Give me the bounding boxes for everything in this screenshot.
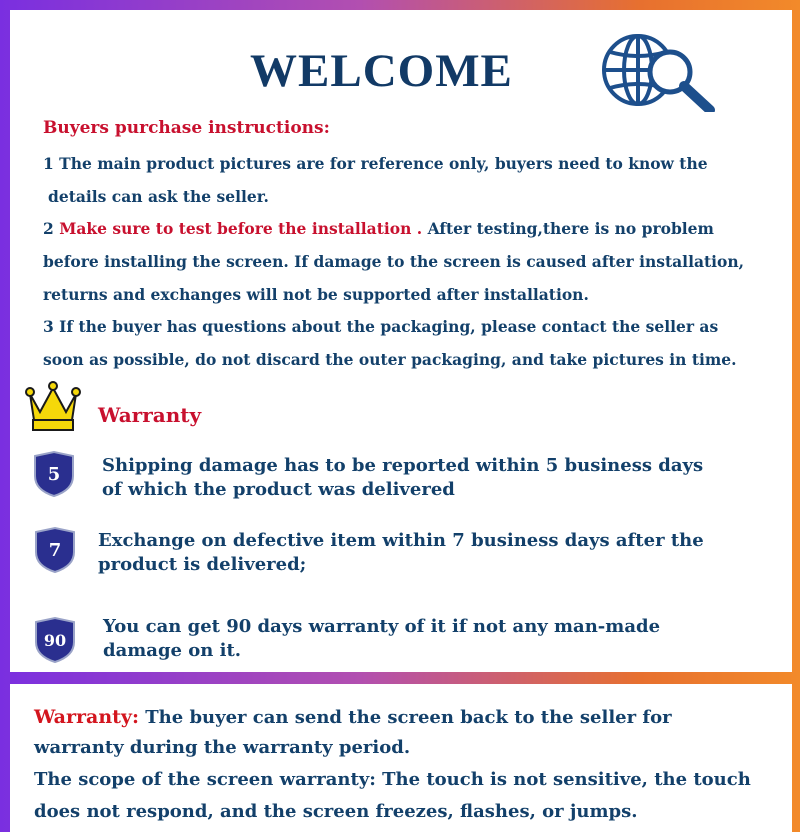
warranty-item-1	[102, 454, 703, 502]
warranty-details-line-1-rest: The buyer can send the screen back to the seller for	[138, 707, 672, 728]
instruction-1-line-1: 1 The main product pictures are for reference only, buyers need to know the	[43, 154, 708, 173]
instructions-heading: Buyers purchase instructions:	[43, 118, 330, 138]
badge-90-label: 90	[43, 631, 67, 650]
badge-7-label: 7	[48, 540, 62, 561]
warranty-item-2-line-1: Exchange on defective item within 7 business days after the	[98, 530, 704, 551]
page-title: WELCOME	[250, 45, 513, 97]
warranty-item-3	[103, 615, 660, 663]
warranty-item-3-line-1: You can get 90 days warranty of it if not any man-made	[103, 616, 661, 637]
globe-search-icon	[598, 30, 728, 112]
warranty-details-line-3: The scope of the screen warranty: The touch is not sensitive, the touch	[34, 769, 751, 790]
crown-icon	[24, 380, 82, 434]
badge-7-icon	[32, 526, 78, 574]
instructions-panel	[10, 10, 792, 672]
warranty-heading: Warranty	[98, 403, 202, 427]
instruction-2-rest: After testing,there is no problem	[427, 219, 714, 238]
badge-5-label: 5	[47, 464, 61, 485]
instruction-2-number: 2	[43, 219, 60, 238]
instruction-2-line-3: returns and exchanges will not be supported after installation.	[43, 285, 589, 304]
warranty-item-2	[98, 529, 704, 577]
warranty-details-line-1	[34, 706, 672, 728]
warranty-item-1-line-2: of which the product was delivered	[102, 479, 455, 500]
warranty-item-3-line-2: damage on it.	[103, 640, 242, 661]
warranty-details-panel	[10, 684, 792, 832]
instruction-2-highlight: Make sure to test before the installation .	[59, 219, 428, 238]
warranty-details-label: Warranty:	[34, 706, 139, 728]
instruction-2-line-1	[43, 219, 714, 238]
warranty-item-1-line-1: Shipping damage has to be reported within 5 business days	[102, 455, 704, 476]
warranty-details-line-2: warranty during the warranty period.	[34, 737, 411, 758]
instruction-3-line-1: 3 If the buyer has questions about the packaging, please contact the seller as	[43, 317, 719, 336]
instruction-1-line-2: details can ask the seller.	[48, 187, 269, 206]
badge-5-icon	[31, 450, 77, 498]
warranty-item-2-line-2: product is delivered;	[98, 554, 307, 575]
badge-90-icon	[32, 616, 78, 664]
instruction-3-line-2: soon as possible, do not discard the outer packaging, and take pictures in time.	[43, 350, 737, 369]
warranty-details-line-4: does not respond, and the screen freezes, flashes, or jumps.	[34, 801, 638, 822]
instruction-2-line-2: before installing the screen. If damage to the screen is caused after installation,	[43, 252, 745, 271]
